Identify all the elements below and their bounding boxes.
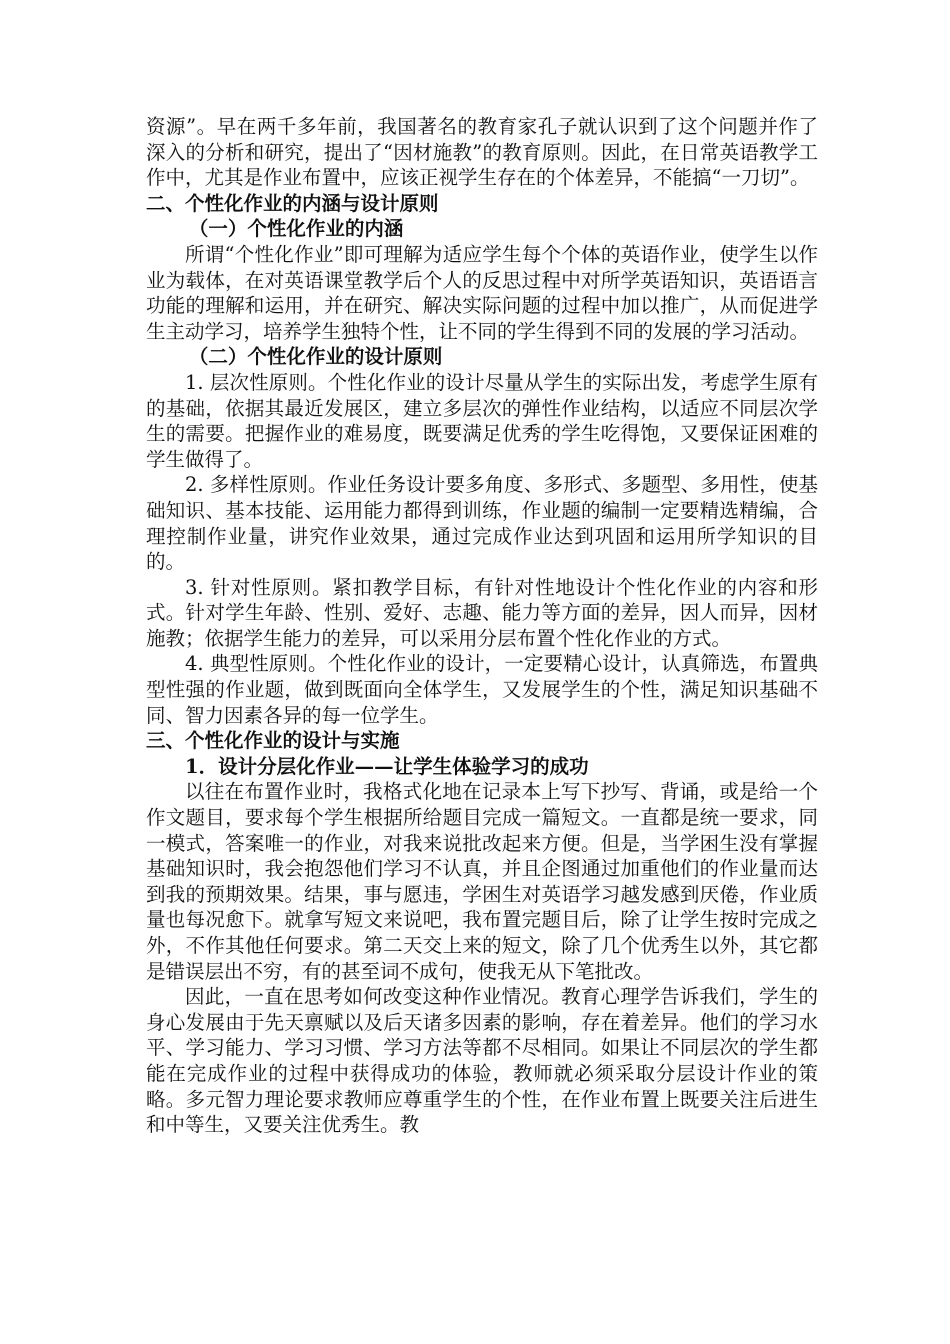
subsection-heading-connotation: （一）个性化作业的内涵 <box>188 217 404 241</box>
paragraph-past-practice: 以往在布置作业时，我格式化地在记录本上写下抄写、背诵，或是给一个作文题目，要求每个学生根据所给题目完成一篇短文。一直都是统一要求，同一模式，答案唯一的作业，对我来说批改起来方便。但是，当学困生没有掌握基础知识时，我会抱怨他们学习不认真，并且企图通过加重他们的作业量而达到我的预期效果。结果，事与愿违，学困生对英语学习越发感到厌倦，作业质量也每况愈下。就拿写短文来说吧，我布置完题目后，除了让学生按时完成之外，不作其他任何要求。第二天交上来的短文，除了几个优秀生以外，其它都是错误层出不穷，有的甚至词不成句，使我无从下笔批改。 <box>146 780 818 983</box>
section-heading-3: 三、个性化作业的设计与实施 <box>146 729 400 753</box>
paragraph-principle-4: 4. 典型性原则。个性化作业的设计，一定要精心设计，认真筛选，布置典型性强的作业题，做到既面向全体学生，又发展学生的个性，满足知识基础不同、智力因素各异的每一位学生。 <box>146 652 818 727</box>
subsection-heading-layered: 1．设计分层化作业——让学生体验学习的成功 <box>185 754 589 778</box>
paragraph-principle-2: 2. 多样性原则。作业任务设计要多角度、多形式、多题型、多用性，使基础知识、基本技能、运用能力都得到训练，作业题的编制一定要精选精编，合理控制作业量，讲究作业效果，通过完成作业达到巩固和运用所学知识的目的。 <box>146 473 818 574</box>
paragraph-principle-3: 3. 针对性原则。紧扣教学目标，有针对性地设计个性化作业的内容和形式。针对学生年龄、性别、爱好、志趣、能力等方面的差异，因人而异，因材施教；依据学生能力的差异，可以采用分层布置个性化作业的方式。 <box>146 575 818 650</box>
paragraph-intro: 资源”。早在两千多年前，我国著名的教育家孔子就认识到了这个问题并作了深入的分析和研究，提出了“因材施教”的教育原则。因此，在日常英语教学工作中，尤其是作业布置中，应该正视学生存在的个体差异，不能搞“一刀切”。 <box>146 115 818 190</box>
paragraph-connotation: 所谓“个性化作业”即可理解为适应学生每个个体的英语作业，使学生以作业为载体，在对英语课堂教学后个人的反思过程中对所学英语知识，英语语言功能的理解和运用，并在研究、解决实际问题的过程中加以推广，从而促进学生主动学习，培养学生独特个性，让不同的学生得到不同的发展的学习活动。 <box>146 242 818 343</box>
paragraph-principle-1: 1. 层次性原则。个性化作业的设计尽量从学生的实际出发，考虑学生原有的基础，依据其最近发展区，建立多层次的弹性作业结构，以适应不同层次学生的需要。把握作业的难易度，既要满足优秀的学生吃得饱，又要保证困难的学生做得了。 <box>146 370 818 471</box>
paragraph-reflection: 因此，一直在思考如何改变这种作业情况。教育心理学告诉我们，学生的身心发展由于先天禀赋以及后天诸多因素的影响，存在着差异。他们的学习水平、学习能力、学习习惯、学习方法等都不尽相同。如果让不同层次的学生都能在完成作业的过程中获得成功的体验，教师就必须采取分层设计作业的策略。多元智力理论要求教师应尊重学生的个性，在作业布置上既要关注后进生和中等生，又要关注优秀生。教 <box>146 985 818 1137</box>
document-page <box>146 114 818 1138</box>
section-heading-2: 二、个性化作业的内涵与设计原则 <box>146 191 439 215</box>
subsection-heading-principles: （二）个性化作业的设计原则 <box>188 345 443 369</box>
